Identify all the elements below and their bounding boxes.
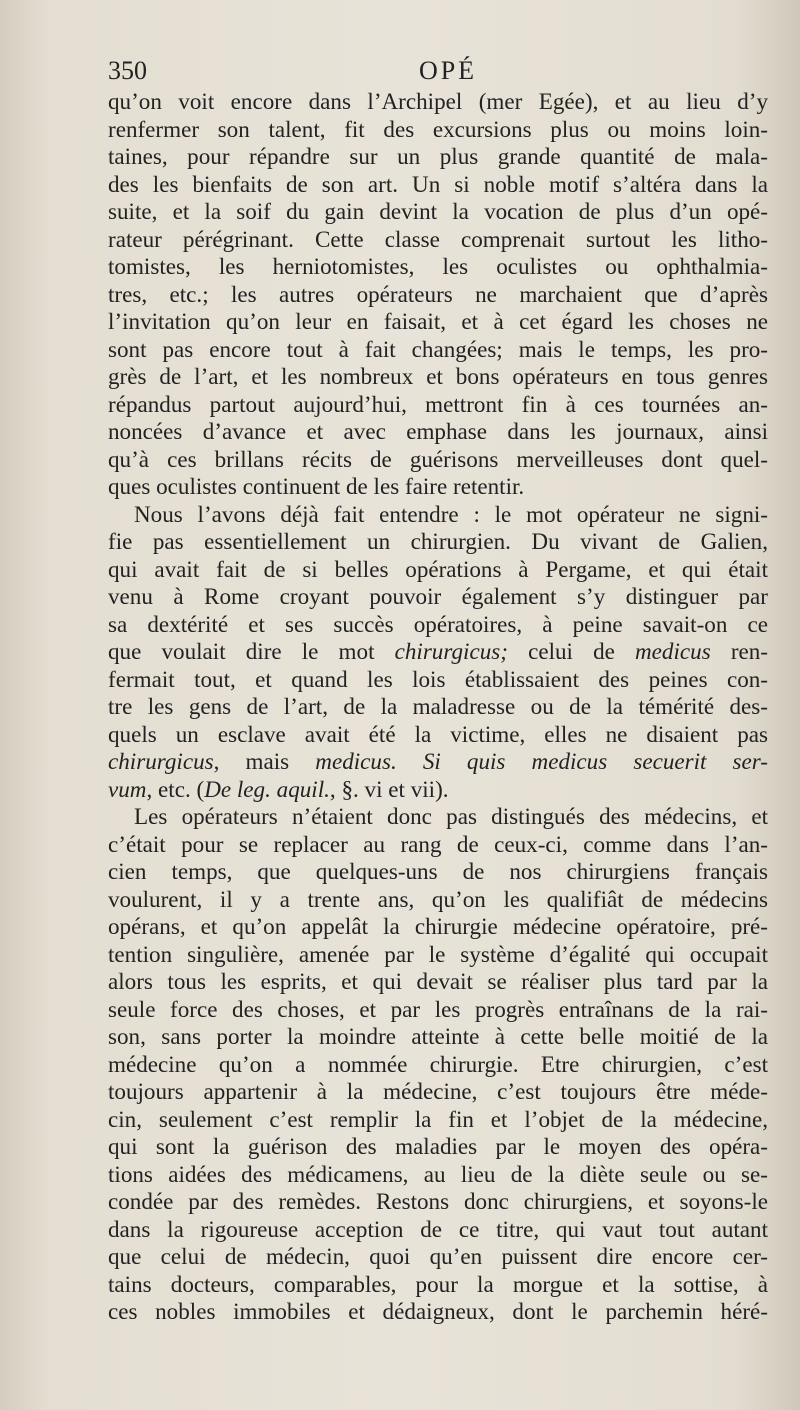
text-line [108, 1078, 768, 1106]
text-line [108, 886, 768, 914]
text-line [108, 1133, 768, 1161]
text-segment: ren- [710, 638, 768, 664]
text-line [108, 171, 768, 199]
text-line [108, 693, 768, 721]
text-line [108, 583, 768, 611]
text-line [108, 556, 768, 584]
text-segment: cien temps, que quelques-uns de nos chirurgiens français [108, 858, 768, 884]
text-segment: sont pas encore tout à fait changées; mais le temps, les pro- [108, 335, 768, 362]
italic-text: chirurgicus [108, 748, 214, 774]
text-line [108, 253, 768, 281]
text-segment: répandus partout aujourd’hui, mettront fin à ces tournées an- [108, 390, 768, 417]
italic-text: chirurgicus; [394, 638, 508, 664]
text-segment: qui avait fait de si belles opérations à Pergame, et qui était [108, 555, 768, 582]
text-segment: quels un esclave avait été la victime, elles ne disaient pas [108, 720, 768, 747]
text-line [108, 1188, 768, 1216]
text-line [108, 143, 768, 171]
text-line [108, 913, 768, 941]
text-line [108, 638, 768, 666]
text-segment: ces nobles immobiles et dédaigneux, dont le parchemin héré- [108, 1298, 768, 1324]
body-text [108, 88, 768, 1326]
text-segment: toujours appartenir à la médecine, c’est toujours être méde- [108, 1078, 768, 1104]
text-segment: tains docteurs, comparables, pour la morgue et la sottise, à [108, 1270, 768, 1297]
text-segment: rateur pérégrinant. Cette classe comprenait surtout les litho- [108, 225, 768, 252]
text-segment: , mais [213, 748, 316, 774]
text-segment: sa dextérité et ses succès opératoires, à peine savait-on ce [108, 610, 768, 637]
text-line [108, 88, 768, 116]
text-segment: taines, pour répandre sur un plus grande quantité de mala- [108, 143, 768, 169]
text-line [108, 1051, 768, 1079]
text-line [108, 226, 768, 254]
text-segment: tions aidées des médicamens, au lieu de la diète seule ou se- [108, 1160, 768, 1187]
text-line [108, 968, 768, 996]
text-segment: fermait tout, et quand les lois établissaient des peines con- [108, 665, 768, 692]
paragraph [108, 88, 768, 501]
text-segment: qu’on voit encore dans l’Archipel (mer Egée), et au lieu d’y [108, 88, 768, 114]
text-line [108, 803, 768, 831]
text-line [108, 1023, 768, 1051]
text-segment: voulurent, il y a trente ans, qu’on les qualifiât de médecins [108, 885, 768, 912]
text-segment: qu’à ces brillans récits de guérisons merveilleuses dont quel- [108, 445, 768, 472]
text-line [108, 941, 768, 969]
text-line [108, 363, 768, 391]
paragraph [108, 501, 768, 804]
text-segment: renfermer son talent, fit des excursions plus ou moins loin- [108, 115, 768, 142]
text-line [108, 1161, 768, 1189]
text-line [108, 391, 768, 419]
text-segment: fie pas essentiellement un chirurgien. Du vivant de Galien, [108, 528, 768, 554]
text-segment: médecine qu’on a nommée chirurgie. Etre chirurgien, c’est [108, 1050, 768, 1077]
text-segment: alors tous les esprits, et qui devait se réaliser plus tard par la [108, 968, 768, 994]
italic-text: De leg. aquil. [204, 775, 330, 802]
text-segment: Les opérateurs n’étaient donc pas distingués des médecins, et [134, 803, 768, 829]
text-line [108, 418, 768, 446]
text-segment: cin, seulement c’est remplir la fin et l’objet de la médecine, [108, 1105, 768, 1132]
page-header [108, 56, 768, 88]
text-line [108, 611, 768, 639]
text-line [108, 501, 768, 529]
text-segment: tres, etc.; les autres opérateurs ne marchaient que d’après [108, 280, 768, 307]
text-segment: ques oculistes continuent de les faire retentir. [108, 473, 525, 499]
text-line [108, 1243, 768, 1271]
text-line [108, 1271, 768, 1299]
text-segment: celui de [507, 638, 635, 664]
text-segment: venu à Rome croyant pouvoir également s’y distinguer par [108, 583, 768, 609]
text-line [108, 446, 768, 474]
text-line [108, 528, 768, 556]
text-line [108, 281, 768, 309]
text-segment: grès de l’art, et les nombreux et bons opérateurs en tous genres [108, 363, 768, 389]
text-segment: dans la rigoureuse acception de ce titre, qui vaut tout autant [108, 1215, 768, 1242]
text-segment: condée par des remèdes. Restons donc chirurgiens, et soyons-le [108, 1188, 768, 1214]
text-segment: des les bienfaits de son art. Un si noble motif s’altéra dans la [108, 170, 768, 197]
text-segment: l’invitation qu’on leur en faisait, et à cet égard les choses ne [108, 308, 768, 334]
text-segment: qui sont la guérison des maladies par le moyen des opéra- [108, 1133, 768, 1159]
text-segment: Nous l’avons déjà fait entendre : le mot opérateur ne signi- [134, 500, 768, 527]
text-segment: noncées d’avance et avec emphase dans les journaux, ainsi [108, 418, 768, 444]
text-line [108, 473, 768, 501]
text-line [108, 336, 768, 364]
text-segment: tomistes, les herniotomistes, les oculistes ou ophthalmia- [108, 253, 768, 279]
italic-text: medicus [635, 638, 711, 664]
text-line [108, 776, 768, 804]
text-segment: c’était pour se replacer au rang de ceux-ci, comme dans l’an- [108, 830, 768, 857]
text-segment: que celui de médecin, quoi qu’en puissent dire encore cer- [108, 1243, 768, 1269]
text-segment: tention singulière, amenée par le système d’égalité qui occupait [108, 940, 768, 967]
italic-text: vum [108, 775, 147, 802]
text-line [108, 831, 768, 859]
text-line [108, 198, 768, 226]
page-number: 350 [108, 56, 147, 85]
running-head: OPÉ [418, 56, 478, 85]
paragraph [108, 803, 768, 1326]
text-segment: son, sans porter la moindre atteinte à cette belle moitié de la [108, 1023, 768, 1049]
text-line [108, 1106, 768, 1134]
text-line [108, 116, 768, 144]
text-line [108, 1216, 768, 1244]
text-line [108, 666, 768, 694]
text-segment: que voulait dire le mot [108, 638, 395, 664]
text-line [108, 721, 768, 749]
text-line [108, 748, 768, 776]
text-segment: seule force des choses, et par les progrès entraînans de la rai- [108, 995, 768, 1022]
text-line [108, 858, 768, 886]
text-segment: , etc. ( [146, 775, 205, 802]
text-segment: tre les gens de l’art, de la maladresse ou de la témérité des- [108, 693, 768, 719]
text-line [108, 1298, 768, 1326]
text-line [108, 308, 768, 336]
text-line [108, 996, 768, 1024]
text-segment: , §. vi et vii). [329, 775, 449, 802]
italic-text: medicus. Si quis medicus secuerit ser- [315, 748, 768, 774]
text-segment: suite, et la soif du gain devint la vocation de plus d’un opé- [108, 198, 768, 224]
text-segment: opérans, et qu’on appelât la chirurgie médecine opératoire, pré- [108, 913, 768, 939]
